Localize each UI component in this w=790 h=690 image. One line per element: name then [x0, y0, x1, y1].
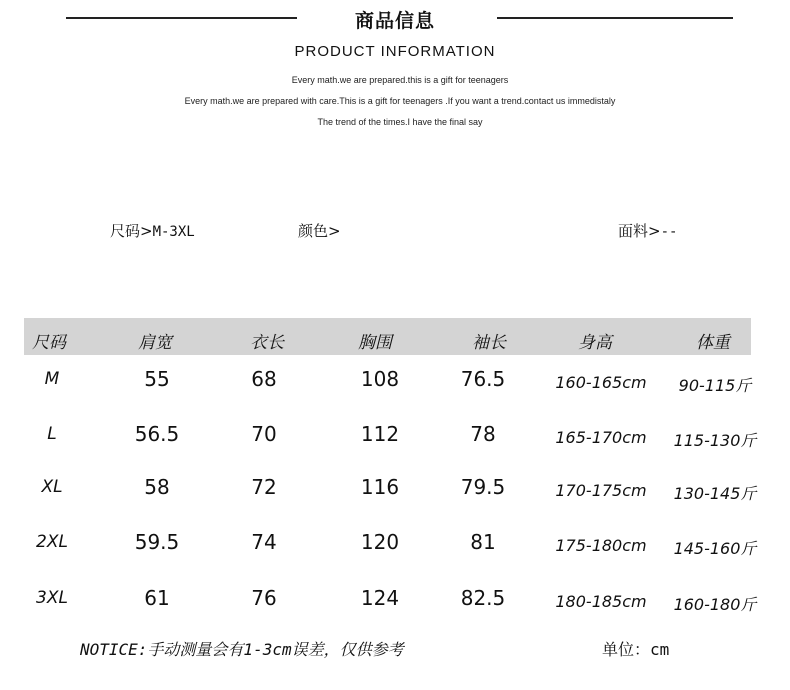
- cell-sleeve: 76.5: [460, 367, 506, 391]
- th-chest: 胸围: [358, 333, 392, 353]
- spec-fabric-value: --: [660, 224, 678, 240]
- cell-shoulder: 61: [144, 586, 170, 610]
- cell-height: 160-165cm: [555, 373, 647, 392]
- cell-length: 68: [251, 367, 277, 391]
- th-shoulder: 肩宽: [138, 333, 172, 353]
- cell-height: 170-175cm: [555, 481, 647, 500]
- title-cn: 商品信息: [354, 10, 435, 32]
- th-height: 身高: [578, 333, 612, 353]
- notice-text: NOTICE:手动测量会有1-3cm误差，仅供参考: [80, 640, 404, 659]
- cell-size: 2XL: [36, 532, 68, 552]
- spec-fabric: [618, 220, 677, 241]
- cell-shoulder: 56.5: [134, 422, 180, 446]
- cell-shoulder: 55: [144, 367, 170, 391]
- cell-sleeve: 81: [470, 530, 496, 554]
- cell-chest: 108: [360, 367, 400, 391]
- th-length: 衣长: [250, 333, 284, 353]
- spec-color: [298, 220, 341, 241]
- cell-shoulder: 58: [144, 475, 170, 499]
- cell-weight: 90-115斤: [678, 376, 752, 395]
- cell-sleeve: 78: [470, 422, 496, 446]
- cell-size: L: [47, 424, 57, 444]
- th-size: 尺码: [32, 333, 66, 353]
- cell-sleeve: 79.5: [460, 475, 506, 499]
- spec-color-label: 颜色>: [298, 222, 341, 240]
- cell-weight: 160-180斤: [673, 595, 757, 614]
- cell-size: M: [44, 369, 60, 389]
- tagline-1: Every math.we are prepared.this is a gift for teenagers: [291, 75, 509, 85]
- th-sleeve: 袖长: [472, 333, 506, 353]
- cell-shoulder: 59.5: [134, 530, 180, 554]
- cell-weight: 145-160斤: [673, 539, 757, 558]
- cell-length: 72: [251, 475, 277, 499]
- cell-height: 180-185cm: [555, 592, 647, 611]
- cell-size: 3XL: [36, 588, 68, 608]
- spec-size-value: M-3XL: [152, 224, 195, 240]
- tagline-2: Every math.we are prepared with care.This is a gift for teenagers .If you want a trend.contact us immedistaly: [184, 96, 616, 106]
- cell-sleeve: 82.5: [460, 586, 506, 610]
- cell-chest: 112: [360, 422, 400, 446]
- cell-chest: 116: [360, 475, 400, 499]
- spec-size-label: 尺码>: [110, 222, 153, 240]
- cell-length: 76: [251, 586, 277, 610]
- cell-length: 70: [251, 422, 277, 446]
- title-en: PRODUCT INFORMATION: [294, 43, 496, 60]
- cell-height: 175-180cm: [555, 536, 647, 555]
- cell-weight: 115-130斤: [673, 431, 757, 450]
- cell-chest: 120: [360, 530, 400, 554]
- spec-fabric-label: 面料>: [618, 222, 661, 240]
- cell-size: XL: [41, 477, 63, 497]
- spec-size: [110, 220, 195, 241]
- cell-weight: 130-145斤: [673, 484, 757, 503]
- cell-height: 165-170cm: [555, 428, 647, 447]
- cell-length: 74: [251, 530, 277, 554]
- th-weight: 体重: [696, 333, 730, 353]
- tagline-3: The trend of the times.I have the final say: [317, 117, 483, 127]
- unit-text: 单位：cm: [602, 640, 670, 659]
- cell-chest: 124: [360, 586, 400, 610]
